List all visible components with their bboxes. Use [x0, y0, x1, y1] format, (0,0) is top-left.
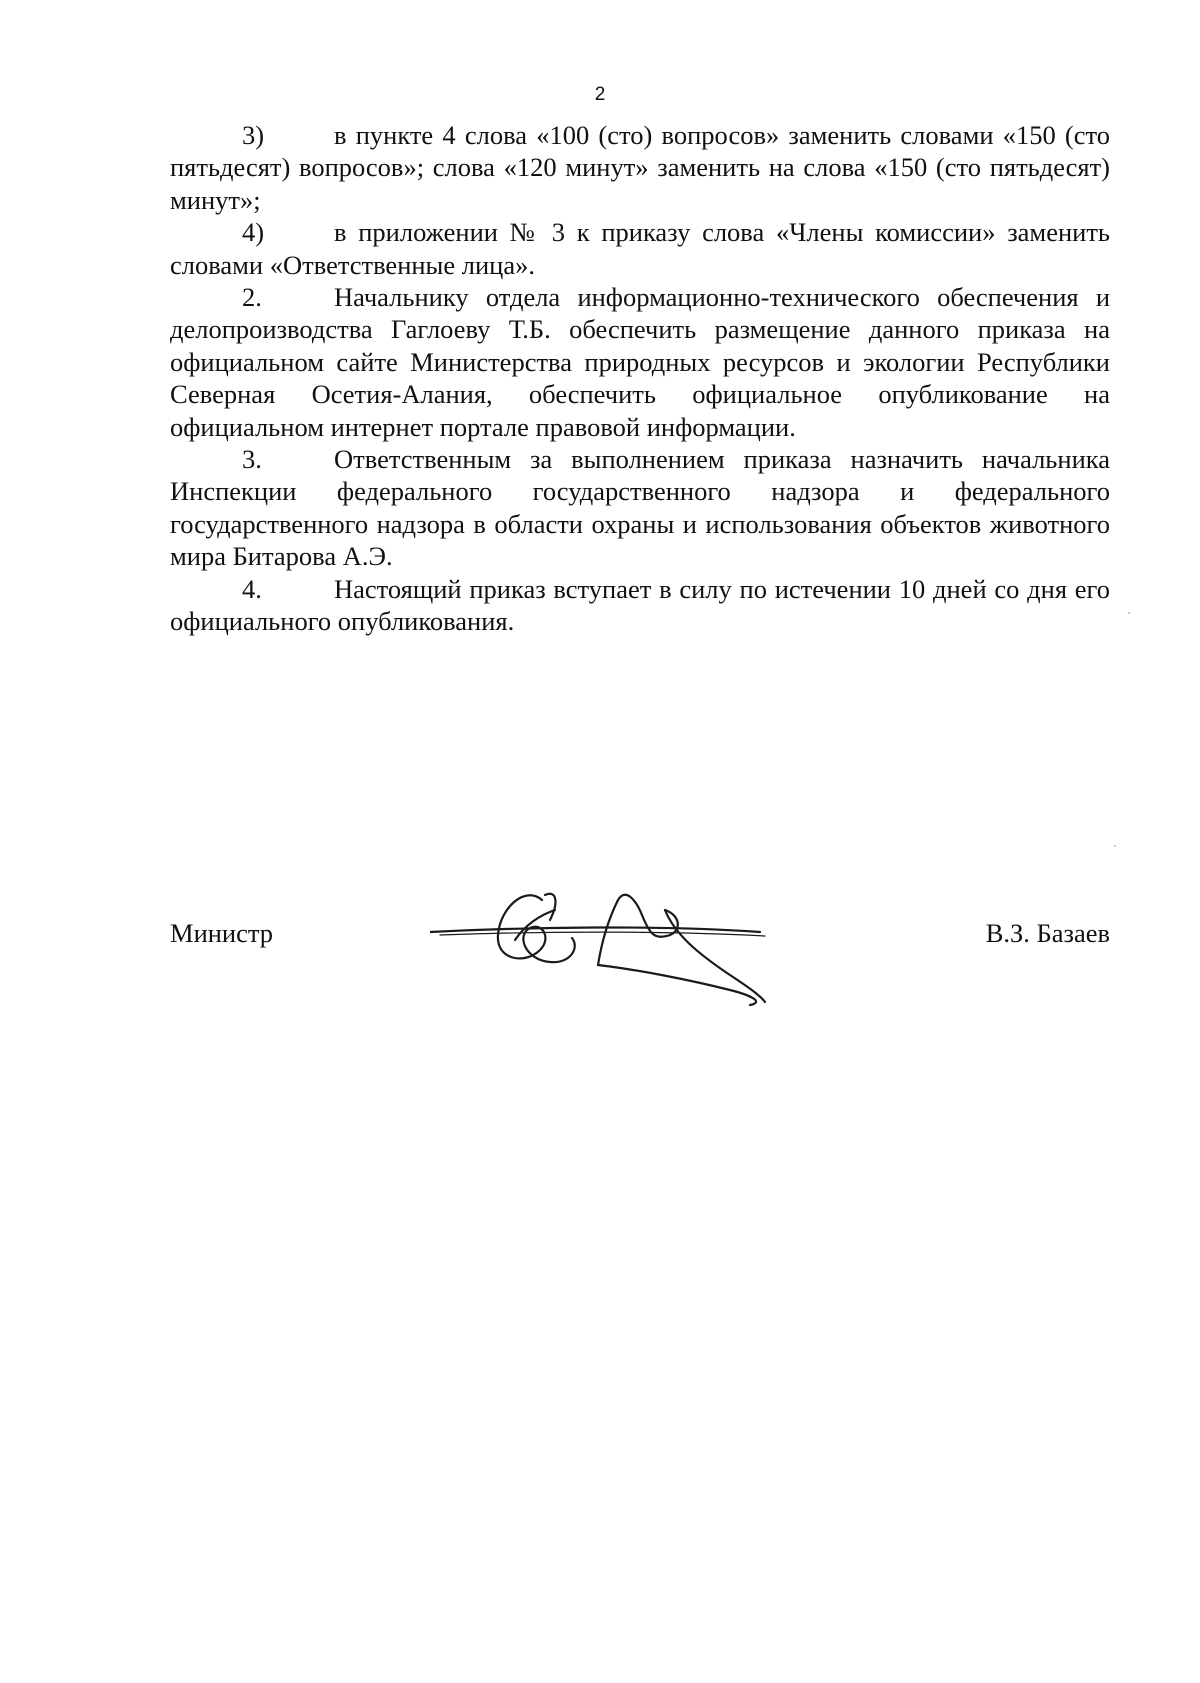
- paragraph-text: Начальнику отдела информационно-технического обеспечения и делопроизводства Гаглоеву Т.Б. обеспечить размещение данного приказа на официальном сайте Министерства природных ресурсов и экологии Республики Северная Осетия-Алания, обеспечить официальное опубликование на официальном интернет портале правовой информации.: [170, 282, 1110, 442]
- paragraph-item-3-4: [170, 216, 1110, 281]
- paragraph-item-3-3: [170, 119, 1110, 216]
- page-number: 2: [594, 84, 606, 105]
- scan-speck: [1114, 845, 1116, 847]
- paragraph-number: 2.: [242, 282, 262, 313]
- paragraph-number: 4.: [242, 573, 262, 604]
- paragraph-text: Ответственным за выполнением приказа назначить начальника Инспекции федерального государственного надзора и федерального государственного надзора в области охраны и использования объектов животного мира Битарова А.Э.: [170, 444, 1110, 572]
- paragraph-text: в пункте 4 слова «100 (сто) вопросов» заменить словами «150 (сто пятьдесят) вопросов»; слова «120 минут» заменить на слова «150 (сто пятьдесят) минут»;: [170, 120, 1110, 215]
- paragraph-number: 3): [242, 120, 265, 150]
- paragraph-item-4: [170, 573, 1110, 638]
- paragraph-number: 4): [242, 217, 265, 248]
- scan-speck: [1128, 612, 1130, 614]
- document-body: [170, 119, 1110, 638]
- paragraph-text: Настоящий приказ вступает в силу по истечении 10 дней со дня его официального опубликования.: [170, 573, 1110, 637]
- paragraph-text: в приложении № 3 к приказу слова «Члены комиссии» заменить словами «Ответственные лица».: [170, 217, 1110, 280]
- signatory-name: В.З. Базаев: [985, 918, 1110, 948]
- paragraph-item-3: [170, 443, 1110, 573]
- handwritten-signature: [430, 880, 810, 1030]
- paragraph-number: 3.: [242, 444, 262, 475]
- paragraph-item-2: [170, 281, 1110, 443]
- signatory-position: Министр: [170, 918, 274, 948]
